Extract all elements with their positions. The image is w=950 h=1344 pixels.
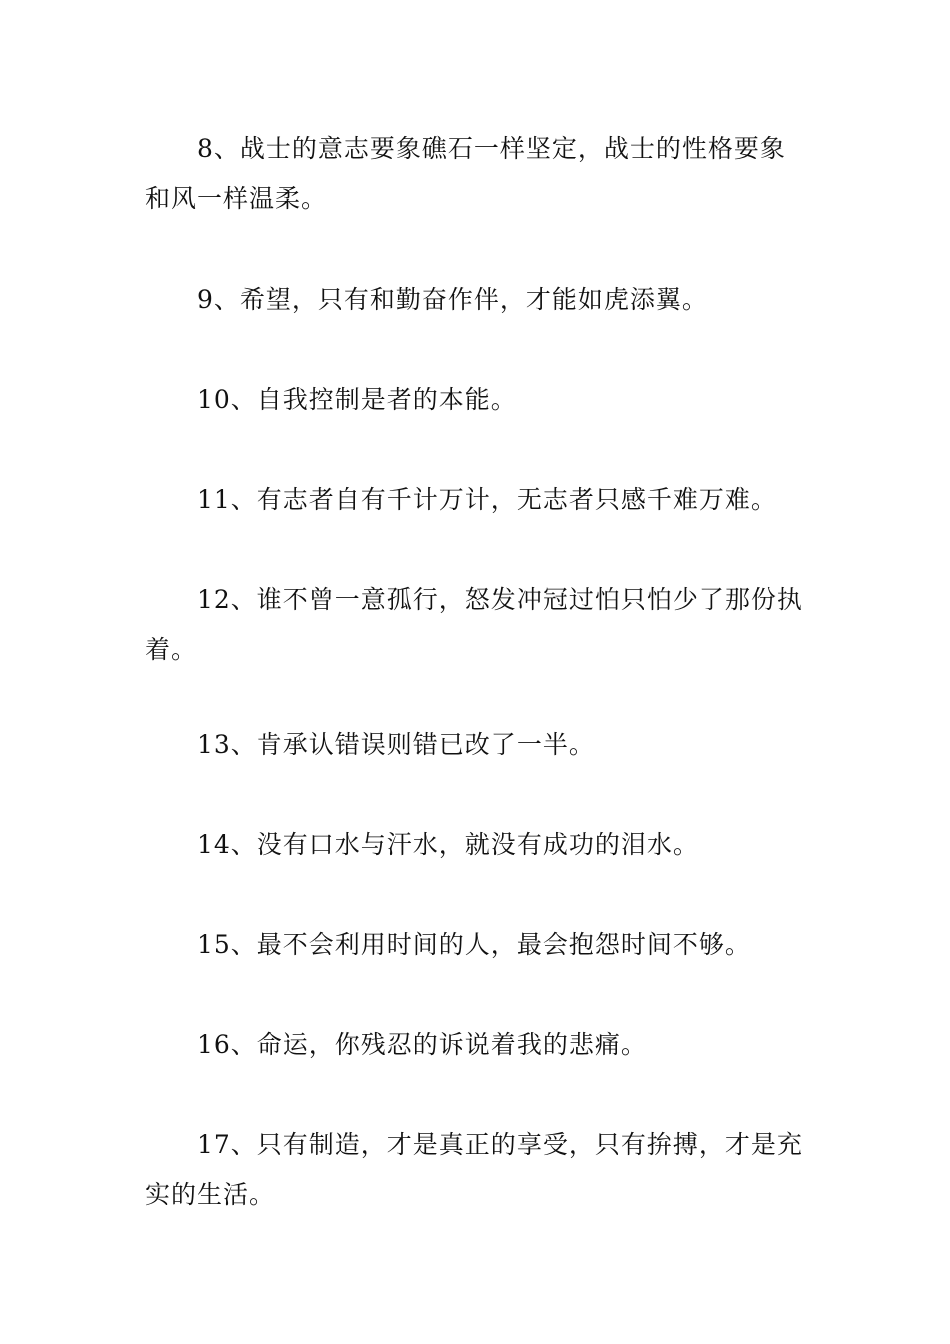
quote-paragraph-8: 8、战士的意志要象礁石一样坚定，战士的性格要象和风一样温柔。 (145, 134, 786, 213)
quote-paragraph-17: 17、只有制造，才是真正的享受，只有拚搏，才是充实的生活。 (145, 1130, 803, 1209)
quote-paragraph-13: 13、肯承认错误则错已改了一半。 (197, 730, 595, 759)
quote-paragraph-14: 14、没有口水与汗水，就没有成功的泪水。 (197, 830, 699, 859)
quote-paragraph-15: 15、最不会利用时间的人，最会抱怨时间不够。 (197, 930, 751, 959)
quote-paragraph-11: 11、有志者自有千计万计，无志者只感千难万难。 (197, 485, 777, 514)
quote-paragraph-9: 9、希望，只有和勤奋作伴，才能如虎添翼。 (197, 285, 708, 314)
quote-paragraph-16: 16、命运，你残忍的诉说着我的悲痛。 (197, 1030, 647, 1059)
quote-paragraph-10: 10、自我控制是者的本能。 (197, 385, 517, 414)
quote-paragraph-12: 12、谁不曾一意孤行，怒发冲冠过怕只怕少了那份执着。 (145, 585, 803, 664)
